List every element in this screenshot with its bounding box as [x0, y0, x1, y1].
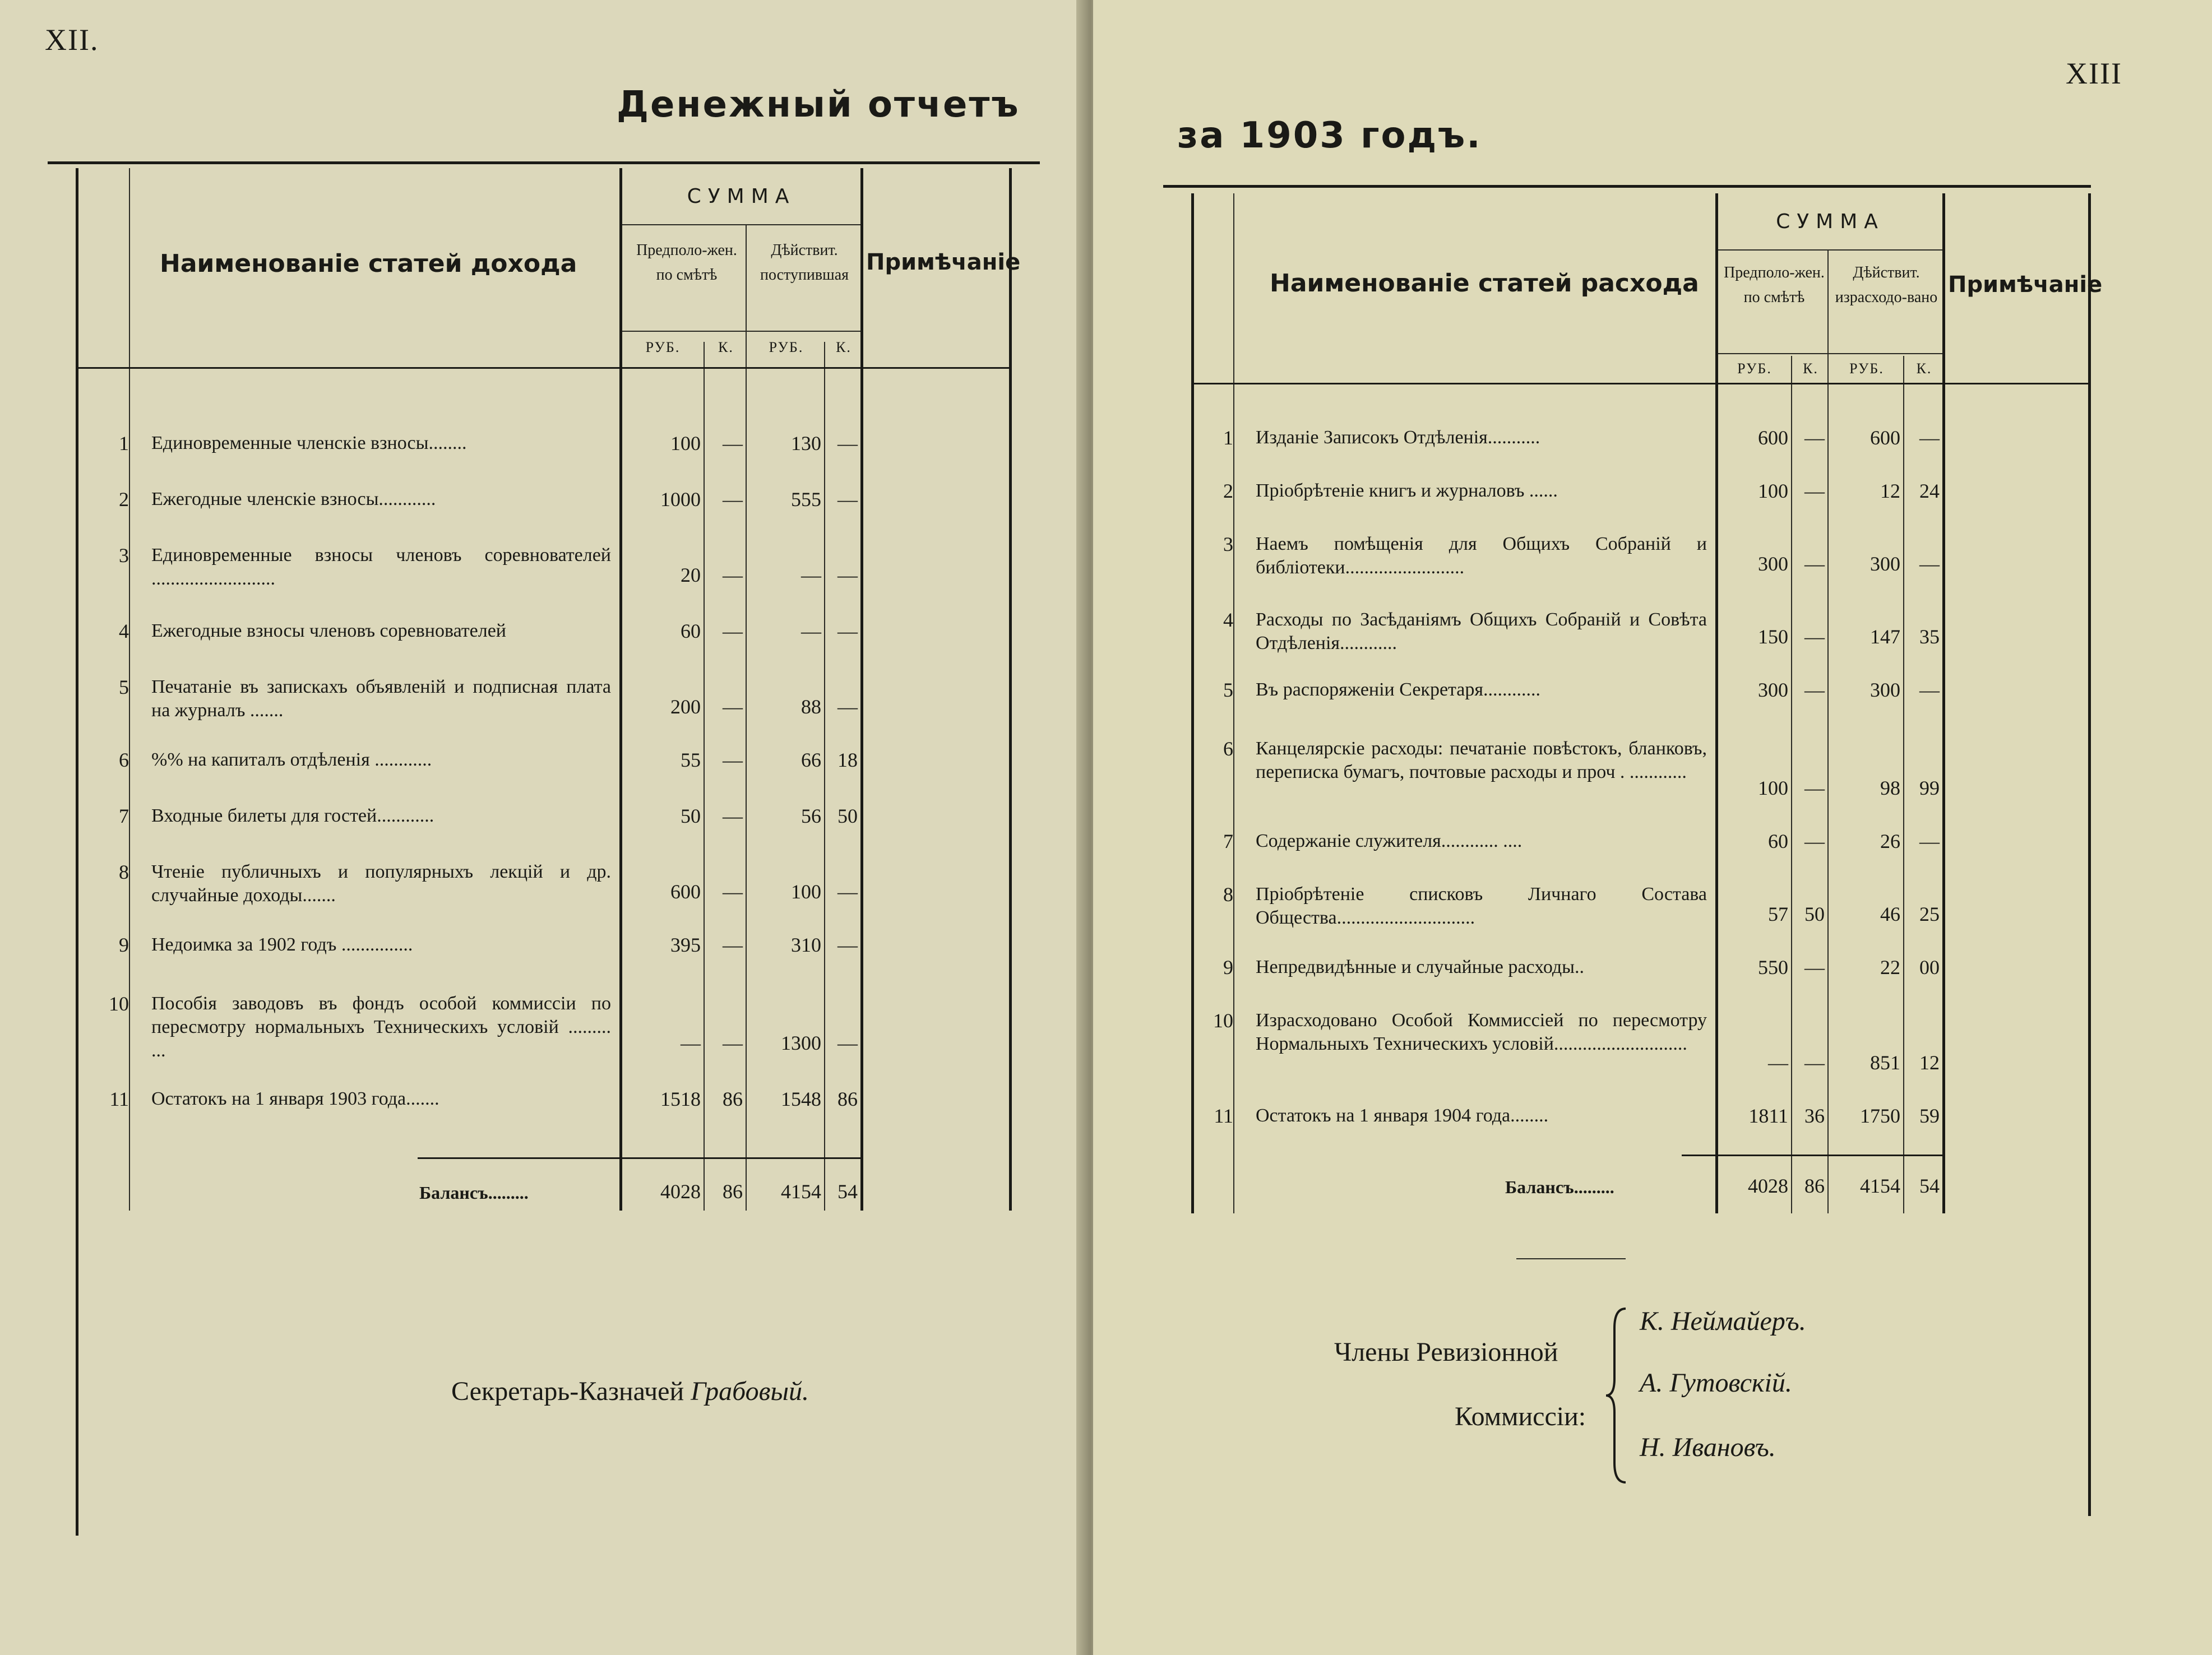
row-item-name: Израсходовано Особой Коммиссіей по пересмотру Нормальныхъ Техническихъ условій............................	[1256, 1010, 1707, 1054]
planned-rubles: 300	[1758, 679, 1788, 701]
planned-kopecks: —	[1804, 956, 1825, 979]
actual-kopecks: 18	[837, 749, 858, 771]
planned-kopecks: —	[723, 620, 743, 642]
planned-rubles: —	[681, 1032, 701, 1054]
balance-actual-rub: 4154	[781, 1180, 821, 1203]
planned-rubles: 200	[670, 696, 701, 718]
commission-label-2: Коммиссіи:	[1455, 1402, 1586, 1431]
actual-rubles: 1750	[1860, 1105, 1900, 1127]
row-item-name: Остатокъ на 1 января 1903 года.......	[151, 1088, 439, 1109]
treasurer-signature: Секретарь-Казначей Грабовый.	[451, 1376, 809, 1406]
planned-kopecks: —	[1804, 480, 1825, 502]
page-number: XII.	[45, 23, 99, 57]
row-item-name: Изданіе Записокъ Отдѣленія...........	[1256, 427, 1540, 448]
actual-rubles: 12	[1880, 480, 1900, 502]
row-number: 6	[1223, 738, 1233, 760]
top-rule	[1163, 185, 2091, 188]
actual-rubles: 600	[1870, 427, 1900, 449]
actual-kopecks: —	[1919, 679, 1940, 701]
actual-kopecks: —	[837, 620, 858, 642]
actual-rubles: 130	[791, 432, 821, 455]
actual-kopecks: 00	[1919, 956, 1940, 979]
row-number: 7	[1223, 830, 1233, 852]
summa-header: СУММА	[687, 185, 796, 208]
row-item-name: Содержаніе служителя............ ....	[1256, 831, 1523, 851]
planned-rubles: 150	[1758, 625, 1788, 648]
actual-kopecks: —	[837, 564, 858, 586]
planned-kopecks: —	[1804, 830, 1825, 852]
planned-rubles: 100	[1758, 480, 1788, 502]
commission-member-2: А. Гутовскій.	[1640, 1368, 1792, 1398]
actual-kopecks: 50	[837, 805, 858, 827]
commission-label-1: Члены Ревизіонной	[1334, 1337, 1558, 1367]
balance-planned-kop: 86	[1804, 1175, 1825, 1197]
row-number: 6	[119, 749, 129, 771]
actual-rubles: —	[801, 620, 821, 642]
balance-rule	[418, 1157, 860, 1159]
actual-rubles: 22	[1880, 956, 1900, 979]
row-item-name: Единовременные взносы членовъ соревнователей ..........................	[151, 545, 611, 589]
row-number: 9	[1223, 956, 1233, 979]
row-number: 5	[119, 676, 129, 698]
left-page: XII. Денежный отчетъ Наименованіе статей дохода СУММА Предполо-жен. по смѣтѣ Дѣйствит. поступившая Примѣчаніе РУБ. К. РУБ. К. 1 Единовременные членскіе взносы........ 100 — 130 — 2 Ежегодные членскіе взносы............ 1000 — 555 — 3 Единовременные взносы членовъ соревнователей .......................... 20 — — — 4 Ежегодные взносы членовъ соревнователей 60 — — — 5 Печатаніе въ запискахъ объявленій и подписная плата на журналъ ....... 200 — 88 — 6 %% на капиталъ отдѣленія ............ 55 — 66 18 7 Входные билеты для гостей............ 50 — 56 50 8 Чтеніе публичныхъ и популярныхъ лекцій и др. случайные доходы....... 600 — 100 — 9 Недоимка за 1902 годъ ............... 395 — 310 — 10 Пособія заводовъ въ фондъ особой коммиссіи по пересмотру нормальныхъ Техническихъ условій ......... ... — — 1300 — 11 Остатокъ на 1 января 1903 года....... 1518 86 1548 86 Балансъ......... 4028 86 4154 54 Секретарь-Казначей Грабовый.	[0, 0, 1088, 1655]
planned-kopecks: —	[723, 488, 743, 511]
page-number: XIII	[2066, 57, 2122, 90]
planned-rubles: 60	[1768, 830, 1788, 852]
actual-rubles: 310	[791, 934, 821, 956]
actual-kopecks: 86	[837, 1088, 858, 1110]
planned-kopecks: —	[1804, 553, 1825, 575]
commission-member-3: Н. Ивановъ.	[1640, 1433, 1776, 1462]
planned-kopecks: —	[1804, 777, 1825, 799]
row-item-name: Ежегодные членскіе взносы............	[151, 489, 436, 509]
row-number: 1	[1223, 427, 1233, 449]
planned-kopecks: —	[723, 696, 743, 718]
planned-kopecks: —	[723, 805, 743, 827]
row-number: 2	[119, 488, 129, 511]
row-item-name: Канцелярскіе расходы: печатаніе повѣстокъ, бланковъ, переписка бумагъ, почтовые расходы и проч . ............	[1256, 738, 1707, 782]
actual-rubles: 26	[1880, 830, 1900, 852]
row-item-name: Единовременные членскіе взносы........	[151, 433, 467, 453]
balance-planned-rub: 4028	[1748, 1175, 1788, 1197]
planned-kopecks: —	[723, 749, 743, 771]
row-number: 1	[119, 432, 129, 455]
planned-rubles: 57	[1768, 903, 1788, 925]
row-item-name: Наемъ помѣщенія для Общихъ Собраній и библіотеки.........................	[1256, 534, 1707, 578]
actual-rubles: 300	[1870, 679, 1900, 701]
actual-kopecks: —	[837, 934, 858, 956]
actual-kopecks: —	[837, 880, 858, 903]
actual-kopecks: —	[837, 432, 858, 455]
row-item-name: Ежегодные взносы членовъ соревнователей	[151, 620, 507, 641]
balance-actual-rub: 4154	[1860, 1175, 1900, 1197]
actual-kopecks: 25	[1919, 903, 1940, 925]
actual-rubles: 851	[1870, 1051, 1900, 1074]
row-item-name: Пріобрѣтеніе книгъ и журналовъ ......	[1256, 480, 1558, 501]
balance-label: Балансъ.........	[1505, 1177, 1614, 1197]
actual-rubles: 98	[1880, 777, 1900, 799]
row-item-name: Недоимка за 1902 годъ ...............	[151, 934, 413, 955]
balance-actual-kop: 54	[837, 1180, 858, 1203]
table-border-right	[2088, 193, 2091, 1516]
actual-kopecks: —	[837, 696, 858, 718]
row-item-name: Въ распоряженіи Секретаря............	[1256, 679, 1541, 700]
top-rule	[48, 161, 1040, 164]
right-page: XIII за 1903 годъ. Наименованіе статей расхода СУММА Предполо-жен. по смѣтѣ Дѣйствит. израсходо-вано Примѣчаніе РУБ. К. РУБ. К. 1 Изданіе Записокъ Отдѣленія........... 600 — 600 — 2 Пріобрѣтеніе книгъ и журналовъ ...... 100 — 12 24 3 Наемъ помѣщенія для Общихъ Собраній и библіотеки......................... 300 — 300 — 4 Расходы по Засѣданіямъ Общихъ Собраній и Совѣта Отдѣленія............ 150 — 147 35 5 Въ распоряженіи Секретаря............ 300 — 300 — 6 Канцелярскіе расходы: печатаніе повѣстокъ, бланковъ, переписка бумагъ, почтовые расходы и проч . ............ 100 — 98 99 7 Содержаніе служителя............ .... 60 — 26 — 8 Пріобрѣтеніе списковъ Личнаго Состава Общества............................. 57 50 46 25 9 Непредвидѣнные и случайные расходы.. 550 — 22 00 10 Израсходовано Особой Коммиссіей по пересмотру Нормальныхъ Техническихъ условій............................ — — 851 12 11 Остатокъ на 1 января 1904 года........ 1811 36 1750 59 Балансъ......... 4028 86 4154 54 Члены Ревизіонной Коммиссіи: К. Неймайеръ. А. Гутовскій. Н. Ивановъ.	[1093, 0, 2212, 1655]
actual-rubles: 100	[791, 880, 821, 903]
actual-rubles: —	[801, 564, 821, 586]
row-number: 10	[109, 993, 129, 1015]
planned-kopecks: —	[1804, 625, 1825, 648]
planned-header: Предполо-жен. по смѣтѣ	[1724, 264, 1825, 306]
actual-rubles: 88	[801, 696, 821, 718]
actual-header: Дѣйствит. поступившая	[760, 242, 849, 284]
planned-kopecks: —	[723, 564, 743, 586]
planned-rubles: 20	[681, 564, 701, 586]
row-number: 11	[1214, 1105, 1233, 1127]
row-number: 5	[1223, 679, 1233, 701]
planned-kopecks: 36	[1804, 1105, 1825, 1127]
balance-planned-kop: 86	[723, 1180, 743, 1203]
row-number: 4	[119, 620, 129, 642]
balance-label: Балансъ.........	[419, 1183, 529, 1203]
row-item-name: Непредвидѣнные и случайные расходы..	[1256, 957, 1584, 977]
planned-rubles: 550	[1758, 956, 1788, 979]
row-number: 3	[119, 544, 129, 567]
row-number: 3	[1223, 533, 1233, 555]
planned-rubles: 1518	[660, 1088, 701, 1110]
row-number: 10	[1213, 1009, 1233, 1032]
actual-kopecks: —	[837, 1032, 858, 1054]
report-title-continued: за 1903 годъ.	[1177, 115, 1482, 156]
row-item-name: Остатокъ на 1 января 1904 года........	[1256, 1105, 1549, 1126]
planned-rubles: 600	[1758, 427, 1788, 449]
planned-kopecks: 50	[1804, 903, 1825, 925]
planned-header: Предполо-жен. по смѣтѣ	[636, 242, 737, 284]
brace-icon	[1603, 1306, 1631, 1485]
row-number: 9	[119, 934, 129, 956]
row-number: 8	[119, 861, 129, 883]
planned-kopecks: —	[1804, 1051, 1825, 1074]
row-number: 8	[1223, 883, 1233, 906]
planned-rubles: —	[1768, 1051, 1788, 1074]
header-rule	[1194, 383, 2088, 384]
actual-rubles: 66	[801, 749, 821, 771]
actual-kopecks: 59	[1919, 1105, 1940, 1127]
planned-rubles: 1811	[1748, 1105, 1788, 1127]
balance-actual-kop: 54	[1919, 1175, 1940, 1197]
actual-kopecks: —	[1919, 553, 1940, 575]
row-item-name: Печатаніе въ запискахъ объявленій и подписная плата на журналъ .......	[151, 676, 611, 721]
planned-rubles: 300	[1758, 553, 1788, 575]
actual-kopecks: 24	[1919, 480, 1940, 502]
actual-kopecks: —	[1919, 427, 1940, 449]
actual-kopecks: 12	[1919, 1051, 1940, 1074]
row-number: 11	[109, 1088, 129, 1110]
separator	[1516, 1258, 1626, 1259]
actual-kopecks: —	[1919, 830, 1940, 852]
note-header: Примѣчаніе	[866, 249, 1021, 275]
commission-member-1: К. Неймайеръ.	[1640, 1306, 1806, 1336]
actual-rubles: 56	[801, 805, 821, 827]
row-number: 7	[119, 805, 129, 827]
actual-rubles: 1548	[781, 1088, 821, 1110]
row-number: 4	[1223, 609, 1233, 631]
report-title: Денежный отчетъ	[617, 84, 1020, 126]
planned-rubles: 1000	[660, 488, 701, 511]
actual-rubles: 555	[791, 488, 821, 511]
row-item-name: Входные билеты для гостей............	[151, 805, 434, 826]
row-number: 2	[1223, 480, 1233, 502]
actual-rubles: 147	[1870, 625, 1900, 648]
note-header: Примѣчаніе	[1948, 272, 2103, 298]
header-rule	[78, 367, 1009, 369]
row-item-name: Пріобрѣтеніе списковъ Личнаго Состава Общества.............................	[1256, 884, 1707, 928]
row-item-name: Пособія заводовъ въ фондъ особой коммиссіи по пересмотру нормальныхъ Техническихъ условій ......... ...	[151, 993, 611, 1061]
actual-rubles: 1300	[781, 1032, 821, 1054]
actual-rubles: 46	[1880, 903, 1900, 925]
balance-planned-rub: 4028	[660, 1180, 701, 1203]
row-item-name: %% на капиталъ отдѣленія ............	[151, 749, 432, 770]
planned-rubles: 60	[681, 620, 701, 642]
planned-rubles: 55	[681, 749, 701, 771]
table-border-left	[1191, 193, 1194, 1213]
planned-rubles: 600	[670, 880, 701, 903]
planned-kopecks: —	[723, 880, 743, 903]
actual-rubles: 300	[1870, 553, 1900, 575]
planned-rubles: 100	[670, 432, 701, 455]
actual-kopecks: —	[837, 488, 858, 511]
actual-kopecks: 99	[1919, 777, 1940, 799]
treasurer-name: Грабовый.	[691, 1376, 809, 1406]
expense-column-header: Наименованіе статей расхода	[1270, 269, 1699, 298]
planned-kopecks: —	[1804, 679, 1825, 701]
summa-header: СУММА	[1776, 210, 1885, 233]
planned-rubles: 100	[1758, 777, 1788, 799]
planned-kopecks: —	[1804, 427, 1825, 449]
planned-kopecks: —	[723, 1032, 743, 1054]
row-item-name: Чтеніе публичныхъ и популярныхъ лекцій и др. случайные доходы.......	[151, 861, 611, 906]
table-border-left	[76, 168, 78, 1536]
balance-rule	[1682, 1155, 1942, 1156]
planned-kopecks: —	[723, 432, 743, 455]
row-item-name: Расходы по Засѣданіямъ Общихъ Собраній и Совѣта Отдѣленія............	[1256, 609, 1707, 653]
planned-rubles: 50	[681, 805, 701, 827]
actual-kopecks: 35	[1919, 625, 1940, 648]
planned-kopecks: —	[723, 934, 743, 956]
planned-rubles: 395	[670, 934, 701, 956]
income-column-header: Наименованіе статей дохода	[160, 249, 577, 278]
actual-header: Дѣйствит. израсходо-вано	[1835, 264, 1938, 306]
planned-kopecks: 86	[723, 1088, 743, 1110]
